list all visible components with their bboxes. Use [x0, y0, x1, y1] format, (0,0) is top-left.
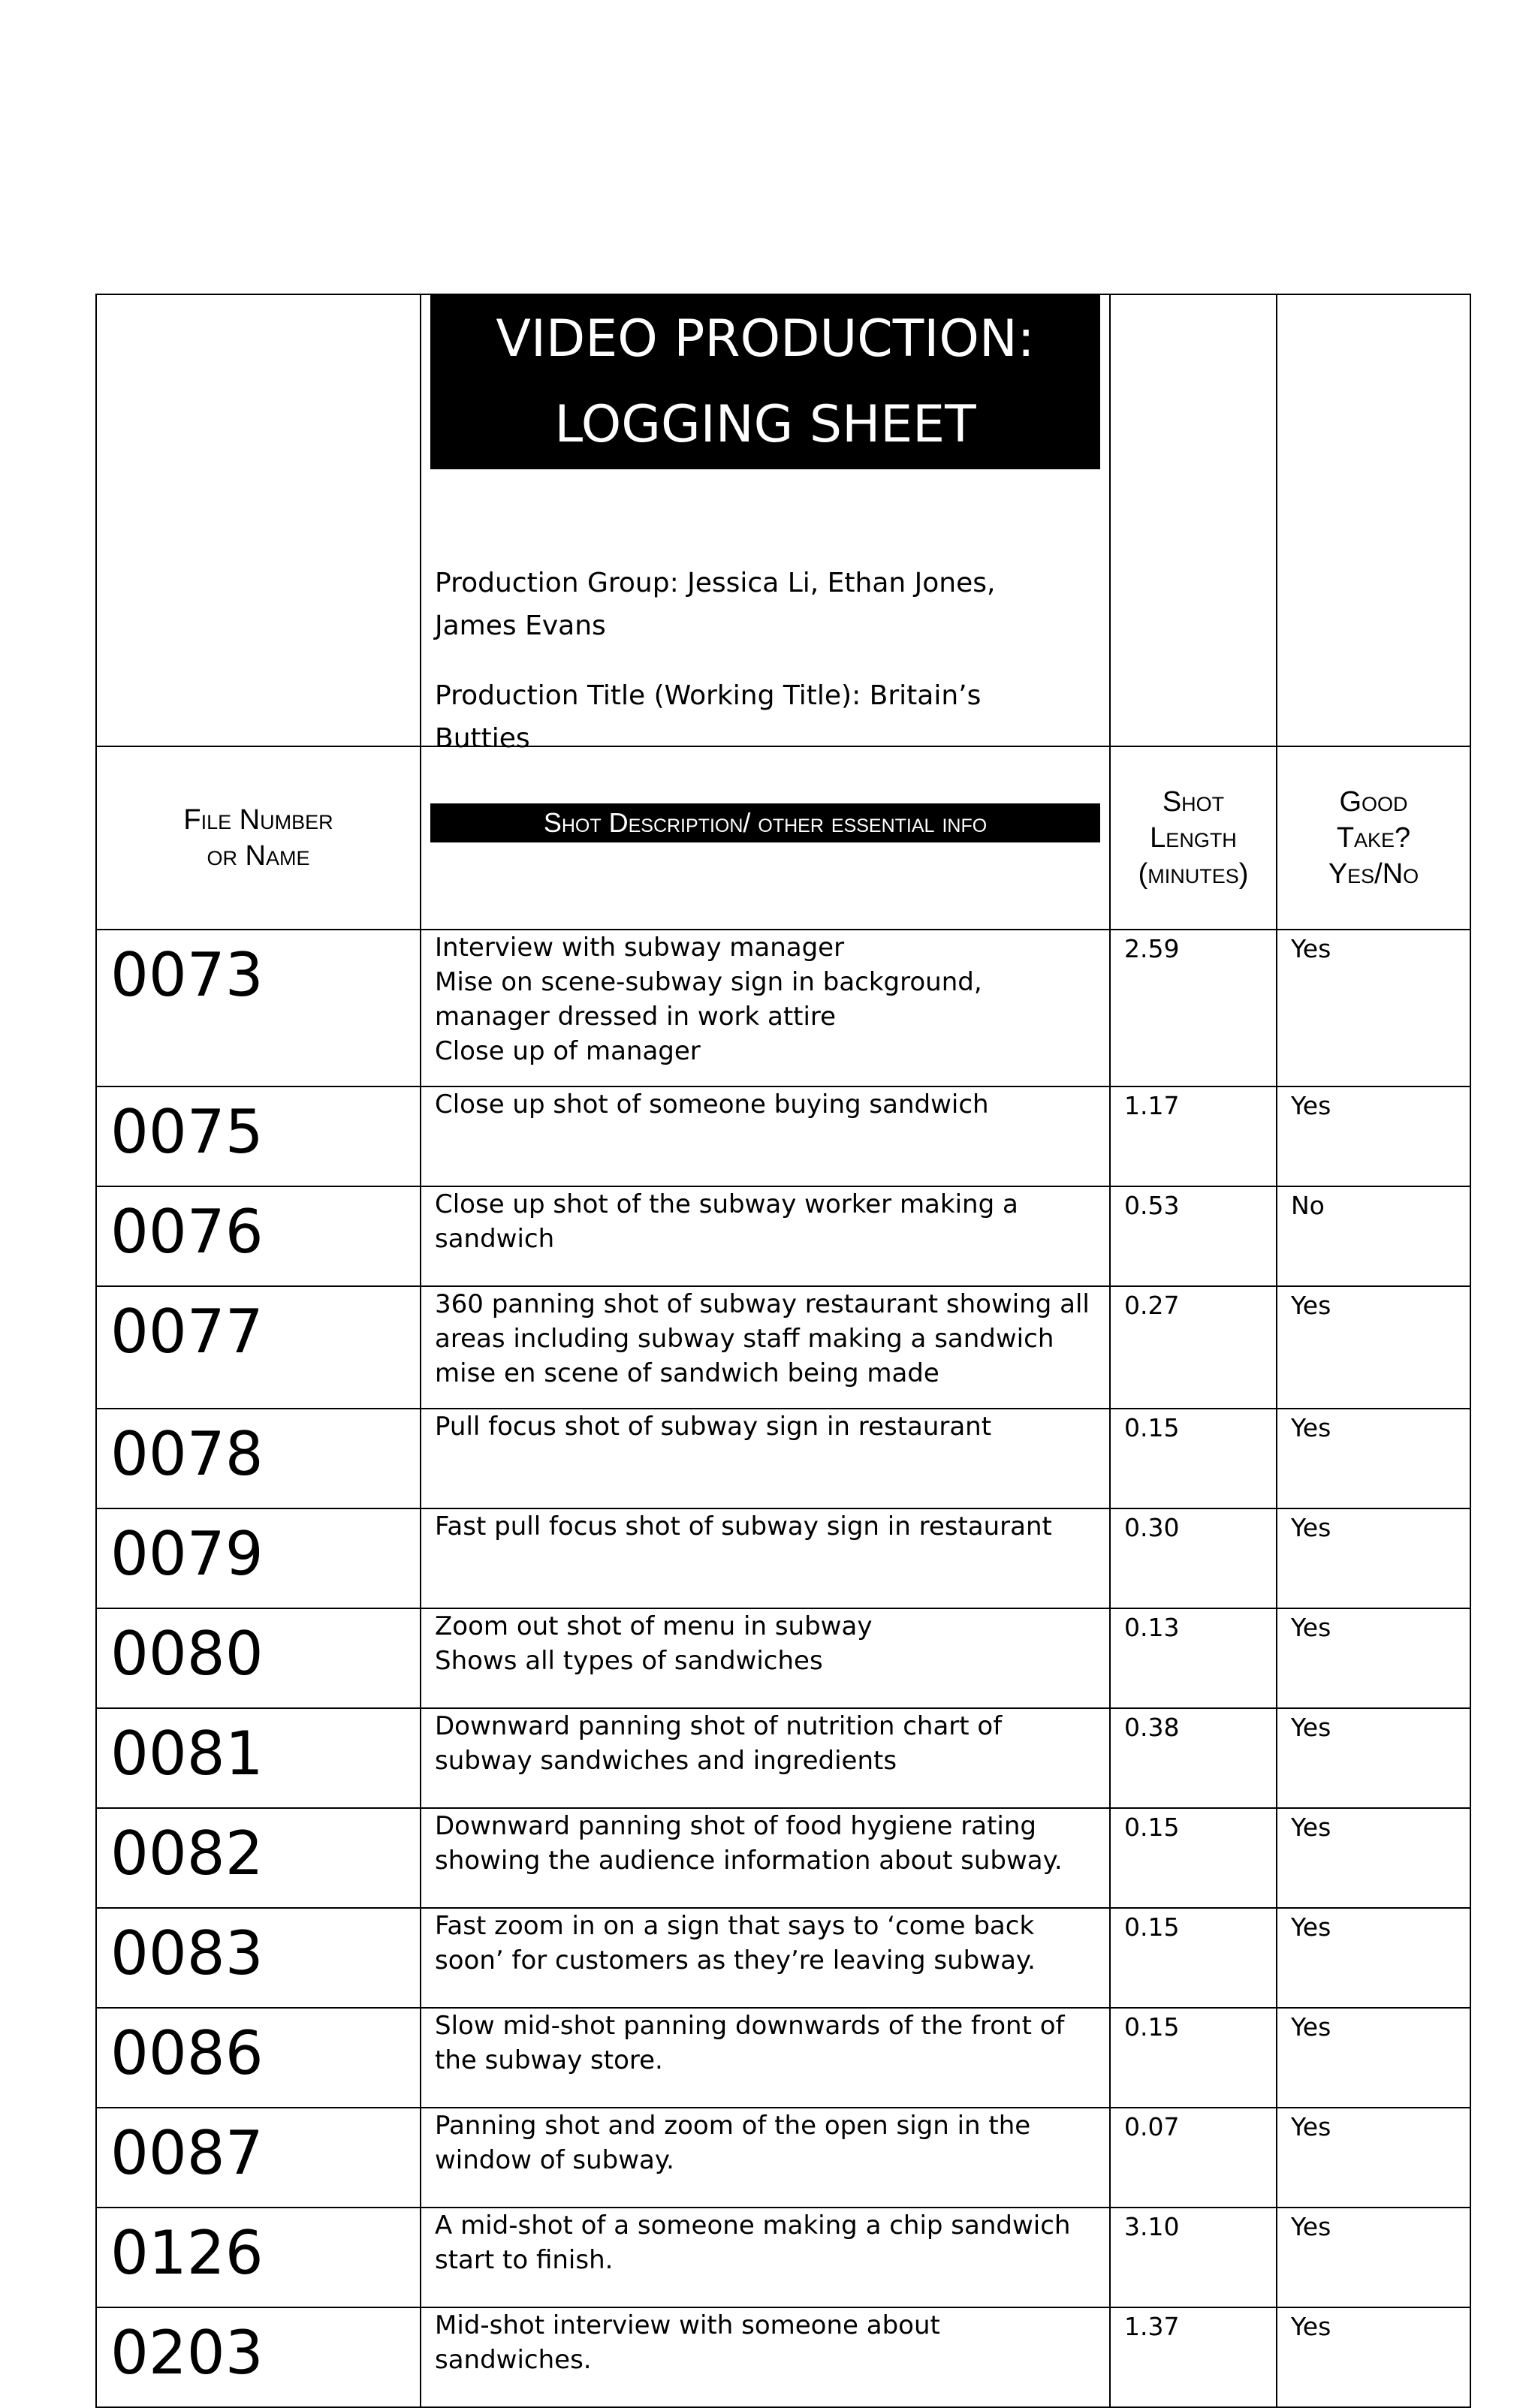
description-line: Close up shot of the subway worker making a sandwich	[435, 1189, 1018, 1254]
production-title: Production Title (Working Title): Britain’s Butties	[435, 680, 982, 754]
good-header-line-3: Yes/No	[1328, 858, 1419, 890]
shot-description	[421, 1286, 1110, 1409]
good-take: No	[1277, 1186, 1470, 1286]
shot-length: 0.15	[1110, 1808, 1277, 1908]
file-number: 0080	[96, 1608, 421, 1708]
description-line: Slow mid-shot panning downwards of the front of the subway store.	[435, 2011, 1065, 2075]
title-cell	[421, 294, 1110, 754]
description-line: A mid-shot of a someone making a chip sandwich start to finish.	[435, 2211, 1071, 2275]
description-line: 360 panning shot of subway restaurant showing all areas including subway staff making a sandwich	[435, 1289, 1090, 1354]
shot-length: 0.15	[1110, 2008, 1277, 2108]
production-group: Production Group: Jessica Li, Ethan Jones, James Evans	[435, 568, 996, 641]
description-line: Fast pull focus shot of subway sign in restaurant	[435, 1511, 1052, 1542]
log-row	[96, 2307, 1470, 2407]
shot-description	[421, 2208, 1110, 2307]
title-left-blank	[96, 294, 421, 746]
shot-description	[421, 1508, 1110, 1608]
description-header-label: Shot Description/ other essential info	[430, 803, 1100, 842]
shot-description	[421, 930, 1110, 1086]
log-row	[96, 1808, 1470, 1908]
shot-length: 0.15	[1110, 1409, 1277, 1508]
file-number: 0203	[96, 2307, 421, 2407]
title-blank-4	[1277, 294, 1470, 746]
description-line: Close up of manager	[435, 1036, 701, 1066]
shot-description	[421, 1708, 1110, 1808]
log-row	[96, 1409, 1470, 1508]
title-row	[96, 294, 1470, 746]
good-take: Yes	[1277, 1086, 1470, 1186]
file-number: 0126	[96, 2208, 421, 2307]
shot-length: 3.10	[1110, 2208, 1277, 2307]
good-take: Yes	[1277, 1908, 1470, 2008]
shot-length: 0.27	[1110, 1286, 1277, 1409]
length-header-line-1: Shot	[1162, 786, 1225, 818]
title-blank-3	[1110, 294, 1277, 746]
shot-length: 1.17	[1110, 1086, 1277, 1186]
file-number: 0073	[96, 930, 421, 1086]
description-line: Panning shot and zoom of the open sign in the window of subway.	[435, 2111, 1031, 2175]
log-row	[96, 1608, 1470, 1708]
shot-length: 0.15	[1110, 1908, 1277, 2008]
good-take: Yes	[1277, 1608, 1470, 1708]
description-line: Downward panning shot of food hygiene rating showing the audience information about subway.	[435, 1811, 1063, 1876]
good-take: Yes	[1277, 2108, 1470, 2208]
log-row	[96, 1708, 1470, 1808]
length-header	[1110, 746, 1277, 930]
log-row	[96, 930, 1470, 1086]
shot-length: 0.13	[1110, 1608, 1277, 1708]
good-take: Yes	[1277, 1286, 1470, 1409]
shot-description	[421, 1808, 1110, 1908]
description-line: Close up shot of someone buying sandwich	[435, 1089, 989, 1120]
file-number-header	[96, 746, 421, 930]
good-take: Yes	[1277, 2008, 1470, 2108]
good-take: Yes	[1277, 2307, 1470, 2407]
shot-description	[421, 2108, 1110, 2208]
description-line: Shows all types of sandwiches	[435, 1646, 823, 1676]
shot-length: 0.38	[1110, 1708, 1277, 1808]
good-take: Yes	[1277, 1808, 1470, 1908]
shot-description	[421, 1908, 1110, 2008]
shot-description	[421, 1086, 1110, 1186]
shot-description	[421, 2307, 1110, 2407]
file-header-line-2: or Name	[207, 840, 310, 872]
good-take: Yes	[1277, 1708, 1470, 1808]
good-take-header	[1277, 746, 1470, 930]
shot-description	[421, 2008, 1110, 2108]
good-take: Yes	[1277, 2208, 1470, 2307]
length-header-line-3: (minutes)	[1138, 858, 1249, 890]
title-line-1: VIDEO PRODUCTION:	[496, 309, 1035, 369]
shot-description	[421, 1608, 1110, 1708]
log-row	[96, 2108, 1470, 2208]
shot-length: 0.07	[1110, 2108, 1277, 2208]
log-row	[96, 1086, 1470, 1186]
file-number: 0077	[96, 1286, 421, 1409]
sheet-title	[430, 295, 1100, 469]
shot-length: 0.30	[1110, 1508, 1277, 1608]
file-number: 0076	[96, 1186, 421, 1286]
description-line: Zoom out shot of menu in subway	[435, 1611, 873, 1641]
good-take: Yes	[1277, 1409, 1470, 1508]
good-take: Yes	[1277, 930, 1470, 1086]
log-row	[96, 1908, 1470, 2008]
file-header-line-1: File Number	[183, 804, 333, 836]
file-number: 0083	[96, 1908, 421, 2008]
logging-sheet-table	[95, 294, 1471, 2408]
description-line: Mid-shot interview with someone about sandwiches.	[435, 2310, 940, 2375]
shot-length: 1.37	[1110, 2307, 1277, 2407]
description-line: Pull focus shot of subway sign in restaurant	[435, 1412, 992, 1442]
file-number: 0087	[96, 2108, 421, 2208]
file-number: 0075	[96, 1086, 421, 1186]
log-row	[96, 1508, 1470, 1608]
description-line: Downward panning shot of nutrition chart of subway sandwiches and ingredients	[435, 1711, 1003, 1776]
good-header-line-2: Take?	[1336, 822, 1411, 854]
log-row	[96, 2008, 1470, 2108]
good-take: Yes	[1277, 1508, 1470, 1608]
shot-description	[421, 1186, 1110, 1286]
file-number: 0079	[96, 1508, 421, 1608]
log-row	[96, 2208, 1470, 2307]
shot-description	[421, 1409, 1110, 1508]
file-number: 0086	[96, 2008, 421, 2108]
production-info	[435, 562, 1081, 787]
description-line: Mise on scene-subway sign in background, manager dressed in work attire	[435, 967, 982, 1032]
file-number: 0081	[96, 1708, 421, 1808]
file-number: 0082	[96, 1808, 421, 1908]
description-line: mise en scene of sandwich being made	[435, 1358, 939, 1388]
log-row	[96, 1186, 1470, 1286]
title-line-2: LOGGING SHEET	[554, 395, 976, 454]
description-line: Fast zoom in on a sign that says to ‘come back soon’ for customers as they’re leaving subway.	[435, 1911, 1036, 1976]
good-header-line-1: Good	[1339, 786, 1408, 818]
length-header-line-2: Length	[1150, 822, 1237, 854]
shot-length: 2.59	[1110, 930, 1277, 1086]
description-line: Interview with subway manager	[435, 933, 845, 963]
log-row	[96, 1286, 1470, 1409]
file-number: 0078	[96, 1409, 421, 1508]
shot-length: 0.53	[1110, 1186, 1277, 1286]
